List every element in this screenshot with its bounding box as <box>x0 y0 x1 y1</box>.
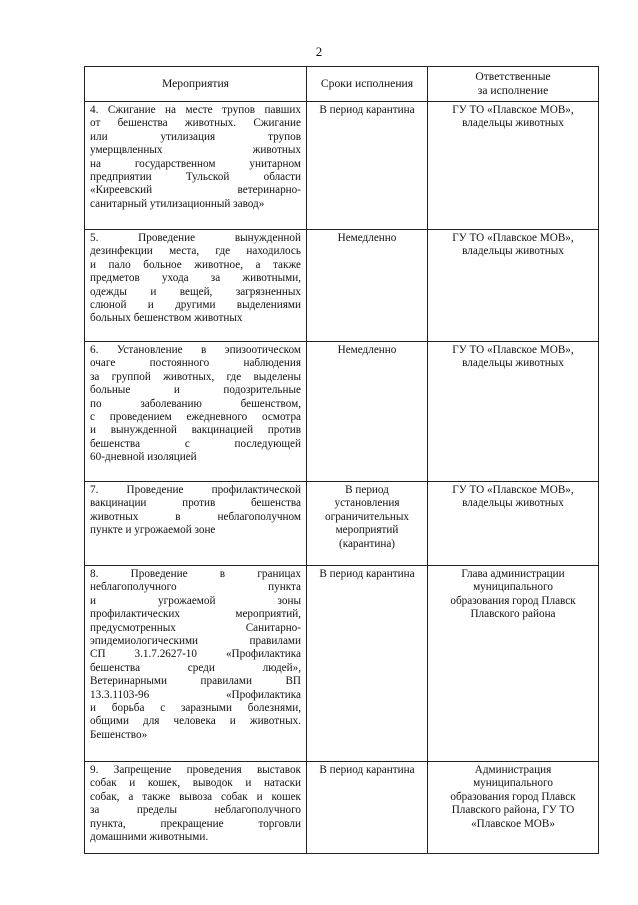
event-cell-line: 9. Запрещение проведения выставок <box>90 764 301 776</box>
responsible-cell-line: Глава администрации <box>461 568 565 580</box>
term-cell-line: Немедленно <box>337 232 397 244</box>
event-cell <box>85 482 307 566</box>
table-row <box>85 762 599 854</box>
event-cell-line: и угрожаемой зоны <box>90 594 301 607</box>
term-cell-line: установления <box>334 497 400 510</box>
responsible-cell-line: ГУ ТО «Плавское МОВ», <box>452 232 574 244</box>
event-cell <box>85 762 307 854</box>
event-cell-line: и пало больное животное, а также <box>90 258 301 271</box>
event-cell-line: слюной и другими выделениями <box>90 299 301 312</box>
term-cell-line: (карантина) <box>338 537 396 550</box>
event-cell-line: больные и подозрительные <box>90 384 301 397</box>
term-cell-line: В период карантина <box>319 568 415 580</box>
event-cell <box>85 230 307 342</box>
responsible-cell-line: владельцы животных <box>462 117 564 130</box>
event-cell-line: 8. Проведение в границах <box>90 568 301 580</box>
event-cell-line: одежды и вещей, загрязненных <box>90 285 301 298</box>
table-row <box>85 342 599 482</box>
term-cell <box>307 342 428 482</box>
event-cell-line: или утилизация трупов <box>90 130 301 143</box>
responsible-cell-line: Администрация <box>474 764 552 776</box>
event-cell-line: дезинфекции места, где находилось <box>90 245 301 258</box>
table-header-row <box>85 67 599 102</box>
event-cell-line: СП 3.1.7.2627-10 «Профилактика <box>90 648 301 661</box>
event-cell-line: пункте и угрожаемой зоне <box>90 524 216 537</box>
term-cell-line: ограничительных <box>325 510 409 523</box>
term-cell-line: Немедленно <box>337 344 397 356</box>
event-cell-line: за группой животных, где выделены <box>90 370 301 383</box>
header-term: Сроки исполнения <box>307 67 428 102</box>
event-cell-line: предприятии Тульской области <box>90 171 301 184</box>
event-cell-line: «Киреевский ветеринарно- <box>90 184 301 197</box>
term-cell-line: В период карантина <box>319 104 415 116</box>
responsible-cell <box>428 102 599 230</box>
event-cell-line: неблагополучного пункта <box>90 581 301 594</box>
term-cell <box>307 230 428 342</box>
responsible-cell-line: владельцы животных <box>462 497 564 510</box>
event-cell-line: санитарный утилизационный завод» <box>90 197 265 210</box>
event-cell-line: пункта, прекращение торговли <box>90 817 301 830</box>
term-cell <box>307 762 428 854</box>
event-cell-line: 6. Установление в эпизоотическом <box>90 344 301 356</box>
event-cell-line: предметов ухода за животными, <box>90 272 301 285</box>
term-cell <box>307 102 428 230</box>
event-cell-line: за пределы неблагополучного <box>90 804 301 817</box>
term-cell-line: В период <box>345 484 389 496</box>
event-cell-line: 5. Проведение вынужденной <box>90 232 301 244</box>
event-cell-line: общими для человека и животных. <box>90 715 301 728</box>
event-cell <box>85 102 307 230</box>
event-cell <box>85 566 307 762</box>
event-cell-line: Бешенство» <box>90 728 148 741</box>
event-cell-line: и вынужденной вакцинацией против <box>90 424 301 437</box>
event-cell-line: от бешенства животных. Сжигание <box>90 117 301 130</box>
header-event: Мероприятия <box>85 67 307 102</box>
header-responsible-line1: Ответственные <box>475 70 551 83</box>
header-responsible-line2: за исполнение <box>477 84 549 97</box>
event-cell-line: на государственном унитарном <box>90 157 301 170</box>
responsible-cell-line: образования город Плавск <box>450 790 576 803</box>
responsible-cell-line: Плавского района <box>470 608 556 621</box>
event-cell-line: бешенства среди людей», <box>90 661 301 674</box>
event-cell-line: умерщвленных животных <box>90 144 301 157</box>
header-responsible <box>428 67 599 102</box>
responsible-cell-line: муниципального <box>473 581 553 594</box>
event-cell-line: вакцинации против бешенства <box>90 497 301 510</box>
responsible-cell <box>428 566 599 762</box>
page-number: 2 <box>315 44 323 59</box>
responsible-cell-line: владельцы животных <box>462 357 564 370</box>
responsible-cell-line: владельцы животных <box>462 245 564 258</box>
event-cell-line: предусмотренных Санитарно- <box>90 621 301 634</box>
responsible-cell-line: ГУ ТО «Плавское МОВ», <box>452 484 574 496</box>
event-cell-line: и борьба с заразными болезнями, <box>90 702 301 715</box>
event-cell-line: больных бешенством животных <box>90 312 243 325</box>
responsible-cell-line: «Плавское МОВ» <box>471 817 555 830</box>
event-cell-line: домашними животными. <box>90 831 209 844</box>
term-cell <box>307 482 428 566</box>
term-cell <box>307 566 428 762</box>
table-row <box>85 482 599 566</box>
term-cell-line: В период карантина <box>319 764 415 776</box>
event-cell-line: эпидемиологическими правилами <box>90 635 301 648</box>
event-cell-line: профилактических мероприятий, <box>90 608 301 621</box>
responsible-cell-line: ГУ ТО «Плавское МОВ», <box>452 104 574 116</box>
measures-table <box>84 66 599 854</box>
event-cell-line: очаге постоянного наблюдения <box>90 357 301 370</box>
table-row <box>85 102 599 230</box>
responsible-cell <box>428 762 599 854</box>
event-cell-line: собак и кошек, выводок и натаски <box>90 777 301 790</box>
event-cell <box>85 342 307 482</box>
event-cell-line: бешенства с последующей <box>90 437 301 450</box>
term-cell-line: мероприятий <box>335 524 399 537</box>
responsible-cell-line: Плавского района, ГУ ТО <box>451 804 575 817</box>
event-cell-line: 7. Проведение профилактической <box>90 484 301 496</box>
responsible-cell <box>428 342 599 482</box>
responsible-cell-line: ГУ ТО «Плавское МОВ», <box>452 344 574 356</box>
event-cell-line: 13.3.1103-96 «Профилактика <box>90 688 301 701</box>
responsible-cell-line: образования город Плавск <box>450 594 576 607</box>
event-cell-line: 4. Сжигание на месте трупов павших <box>90 104 301 116</box>
event-cell-line: с проведением ежедневного осмотра <box>90 411 301 424</box>
table-body <box>85 102 599 854</box>
responsible-cell-line: муниципального <box>473 777 553 790</box>
table-row <box>85 230 599 342</box>
event-cell-line: собак, а также вывоза собак и кошек <box>90 790 301 803</box>
event-cell-line: Ветеринарными правилами ВП <box>90 675 301 688</box>
event-cell-line: 60-дневной изоляцией <box>90 451 197 464</box>
table-row <box>85 566 599 762</box>
event-cell-line: животных в неблагополучном <box>90 510 301 523</box>
responsible-cell <box>428 230 599 342</box>
event-cell-line: по заболеванию бешенством, <box>90 397 301 410</box>
responsible-cell <box>428 482 599 566</box>
